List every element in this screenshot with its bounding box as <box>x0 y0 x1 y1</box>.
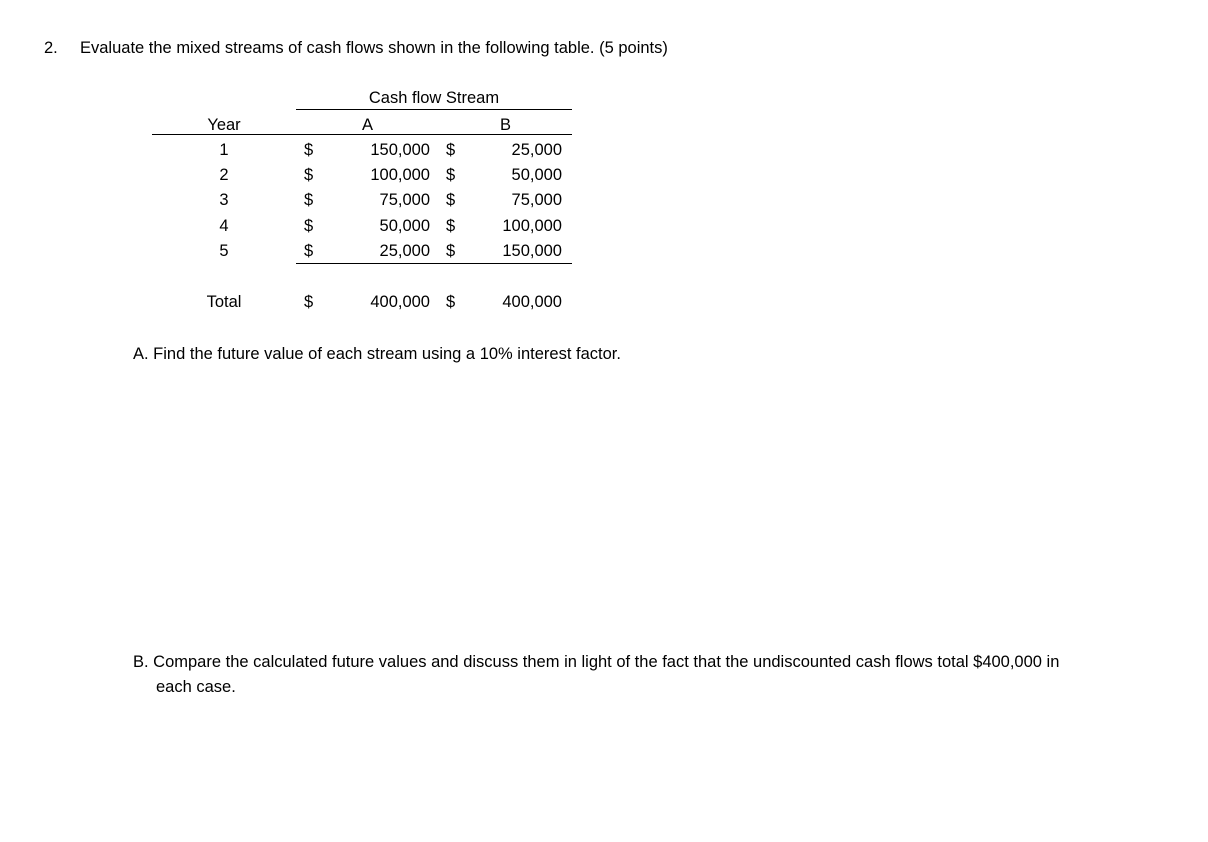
total-a: 400,000 <box>370 293 430 311</box>
header-underline <box>152 134 572 135</box>
currency-b: $ <box>446 242 456 260</box>
col-b-header: B <box>500 116 512 134</box>
value-a: 25,000 <box>379 242 430 260</box>
currency-b: $ <box>446 217 456 235</box>
total-rule <box>296 263 572 264</box>
value-b: 50,000 <box>511 166 562 184</box>
value-a: 50,000 <box>379 217 430 235</box>
total-b: 400,000 <box>502 293 562 311</box>
value-b: 150,000 <box>502 242 562 260</box>
currency-a: $ <box>304 293 314 311</box>
value-b: 25,000 <box>511 141 562 159</box>
row-year: 4 <box>219 217 229 235</box>
currency-a: $ <box>304 191 314 209</box>
group-header-underline <box>296 109 572 110</box>
question-text: Evaluate the mixed streams of cash flows shown in the following table. (5 points) <box>80 39 668 57</box>
part-b-question-line2: each case. <box>156 678 236 696</box>
currency-a: $ <box>304 141 314 159</box>
value-b: 75,000 <box>511 191 562 209</box>
currency-b: $ <box>446 293 456 311</box>
question-number: 2. <box>44 39 58 57</box>
currency-b: $ <box>446 166 456 184</box>
currency-b: $ <box>446 191 456 209</box>
value-a: 75,000 <box>379 191 430 209</box>
value-a: 150,000 <box>370 141 430 159</box>
col-a-header: A <box>362 116 374 134</box>
value-a: 100,000 <box>370 166 430 184</box>
currency-b: $ <box>446 141 456 159</box>
table-group-header: Cash flow Stream <box>368 89 500 107</box>
part-a-question: A. Find the future value of each stream using a 10% interest factor. <box>133 345 621 363</box>
row-year: 2 <box>219 166 229 184</box>
part-b-question-line1: B. Compare the calculated future values and discuss them in light of the fact that the undiscounted cash flows total $400,000 in <box>133 653 1060 671</box>
currency-a: $ <box>304 166 314 184</box>
currency-a: $ <box>304 217 314 235</box>
value-b: 100,000 <box>502 217 562 235</box>
row-year: 3 <box>219 191 229 209</box>
currency-a: $ <box>304 242 314 260</box>
year-header: Year <box>207 116 241 134</box>
row-year: 1 <box>219 141 229 159</box>
row-year: 5 <box>219 242 229 260</box>
total-label: Total <box>206 293 242 311</box>
